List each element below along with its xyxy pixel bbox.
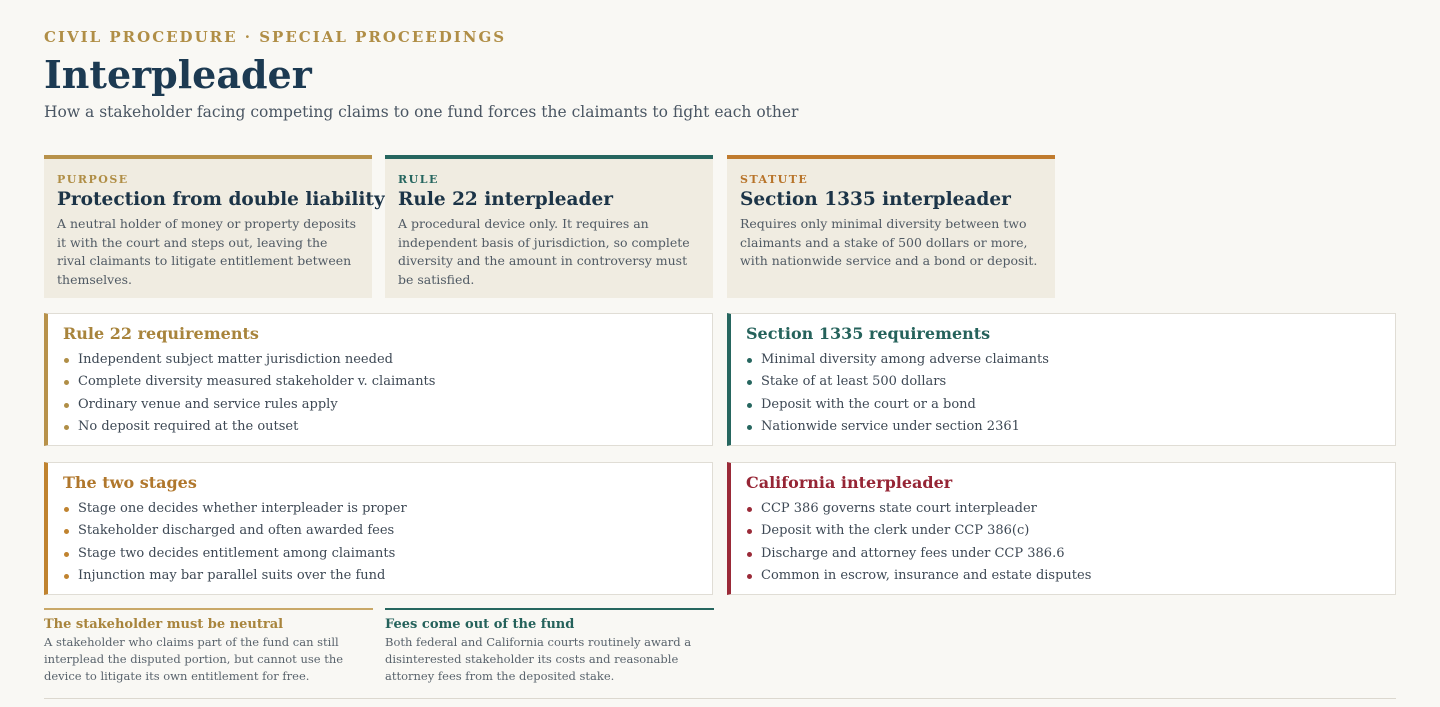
list-item: Stage one decides whether interpleader is proper [63, 498, 698, 520]
note-body: A stakeholder who claims part of the fund can still interplead the disputed portion, but cannot use the device to litigate its own entitlement for free. [44, 635, 344, 683]
california-list [746, 498, 1381, 587]
card-heading: Section 1335 interpleader [740, 189, 1011, 210]
panel-california-interpleader [727, 462, 1396, 595]
note-heading: Fees come out of the fund [385, 617, 575, 632]
card-heading: Rule 22 interpleader [398, 189, 613, 210]
panel-rule22-requirements [44, 313, 713, 446]
requirements-list [63, 349, 698, 438]
note-fees [385, 608, 714, 685]
card-body: A procedural device only. It requires an independent basis of jurisdiction, so complete diversity and the amount in controversy must be satisfied. [398, 216, 690, 287]
card-tag: PURPOSE [57, 173, 129, 186]
card-purpose [44, 155, 385, 298]
panel-section1335-requirements [727, 313, 1396, 446]
footer-divider [44, 698, 1396, 699]
list-item: Common in escrow, insurance and estate disputes [746, 565, 1381, 587]
panel-heading: Section 1335 requirements [746, 324, 991, 343]
note-stakeholder-neutral [44, 608, 373, 685]
list-item: Stakeholder discharged and often awarded fees [63, 520, 698, 542]
requirements-list [746, 349, 1381, 438]
page-title: Interpleader [44, 52, 312, 97]
list-item: Independent subject matter jurisdiction needed [63, 349, 698, 371]
section-eyebrow: CIVIL PROCEDURE · SPECIAL PROCEEDINGS [44, 28, 507, 46]
card-heading: Protection from double liability [57, 189, 385, 210]
card-body: Requires only minimal diversity between two claimants and a stake of 500 dollars or more, with nationwide service and a bond or deposit. [740, 216, 1038, 268]
list-item: Nationwide service under section 2361 [746, 416, 1381, 438]
note-heading: The stakeholder must be neutral [44, 617, 284, 632]
panel-heading: Rule 22 requirements [63, 324, 259, 343]
list-item: Injunction may bar parallel suits over the fund [63, 565, 698, 587]
list-item: Deposit with the court or a bond [746, 394, 1381, 416]
card-tag: RULE [398, 173, 439, 186]
card-body: A neutral holder of money or property deposits it with the court and steps out, leaving the rival claimants to litigate entitlement between themselves. [57, 216, 357, 287]
list-item: Complete diversity measured stakeholder v. claimants [63, 371, 698, 393]
card-tag: STATUTE [740, 173, 809, 186]
card-statute [727, 155, 1055, 298]
list-item: CCP 386 governs state court interpleader [746, 498, 1381, 520]
list-item: Discharge and attorney fees under CCP 386.6 [746, 543, 1381, 565]
list-item: Stage two decides entitlement among claimants [63, 543, 698, 565]
list-item: No deposit required at the outset [63, 416, 698, 438]
panel-heading: California interpleader [746, 473, 953, 492]
page-subtitle: How a stakeholder facing competing claims to one fund forces the claimants to fight each other [44, 103, 799, 121]
list-item: Minimal diversity among adverse claimants [746, 349, 1381, 371]
panel-heading: The two stages [63, 473, 197, 492]
card-rule [385, 155, 713, 298]
list-item: Stake of at least 500 dollars [746, 371, 1381, 393]
list-item: Deposit with the clerk under CCP 386(c) [746, 520, 1381, 542]
stages-list [63, 498, 698, 587]
panel-two-stages [44, 462, 713, 595]
list-item: Ordinary venue and service rules apply [63, 394, 698, 416]
note-body: Both federal and California courts routinely award a disinterested stakeholder its costs and reasonable attorney fees from the deposited stake. [385, 635, 692, 683]
